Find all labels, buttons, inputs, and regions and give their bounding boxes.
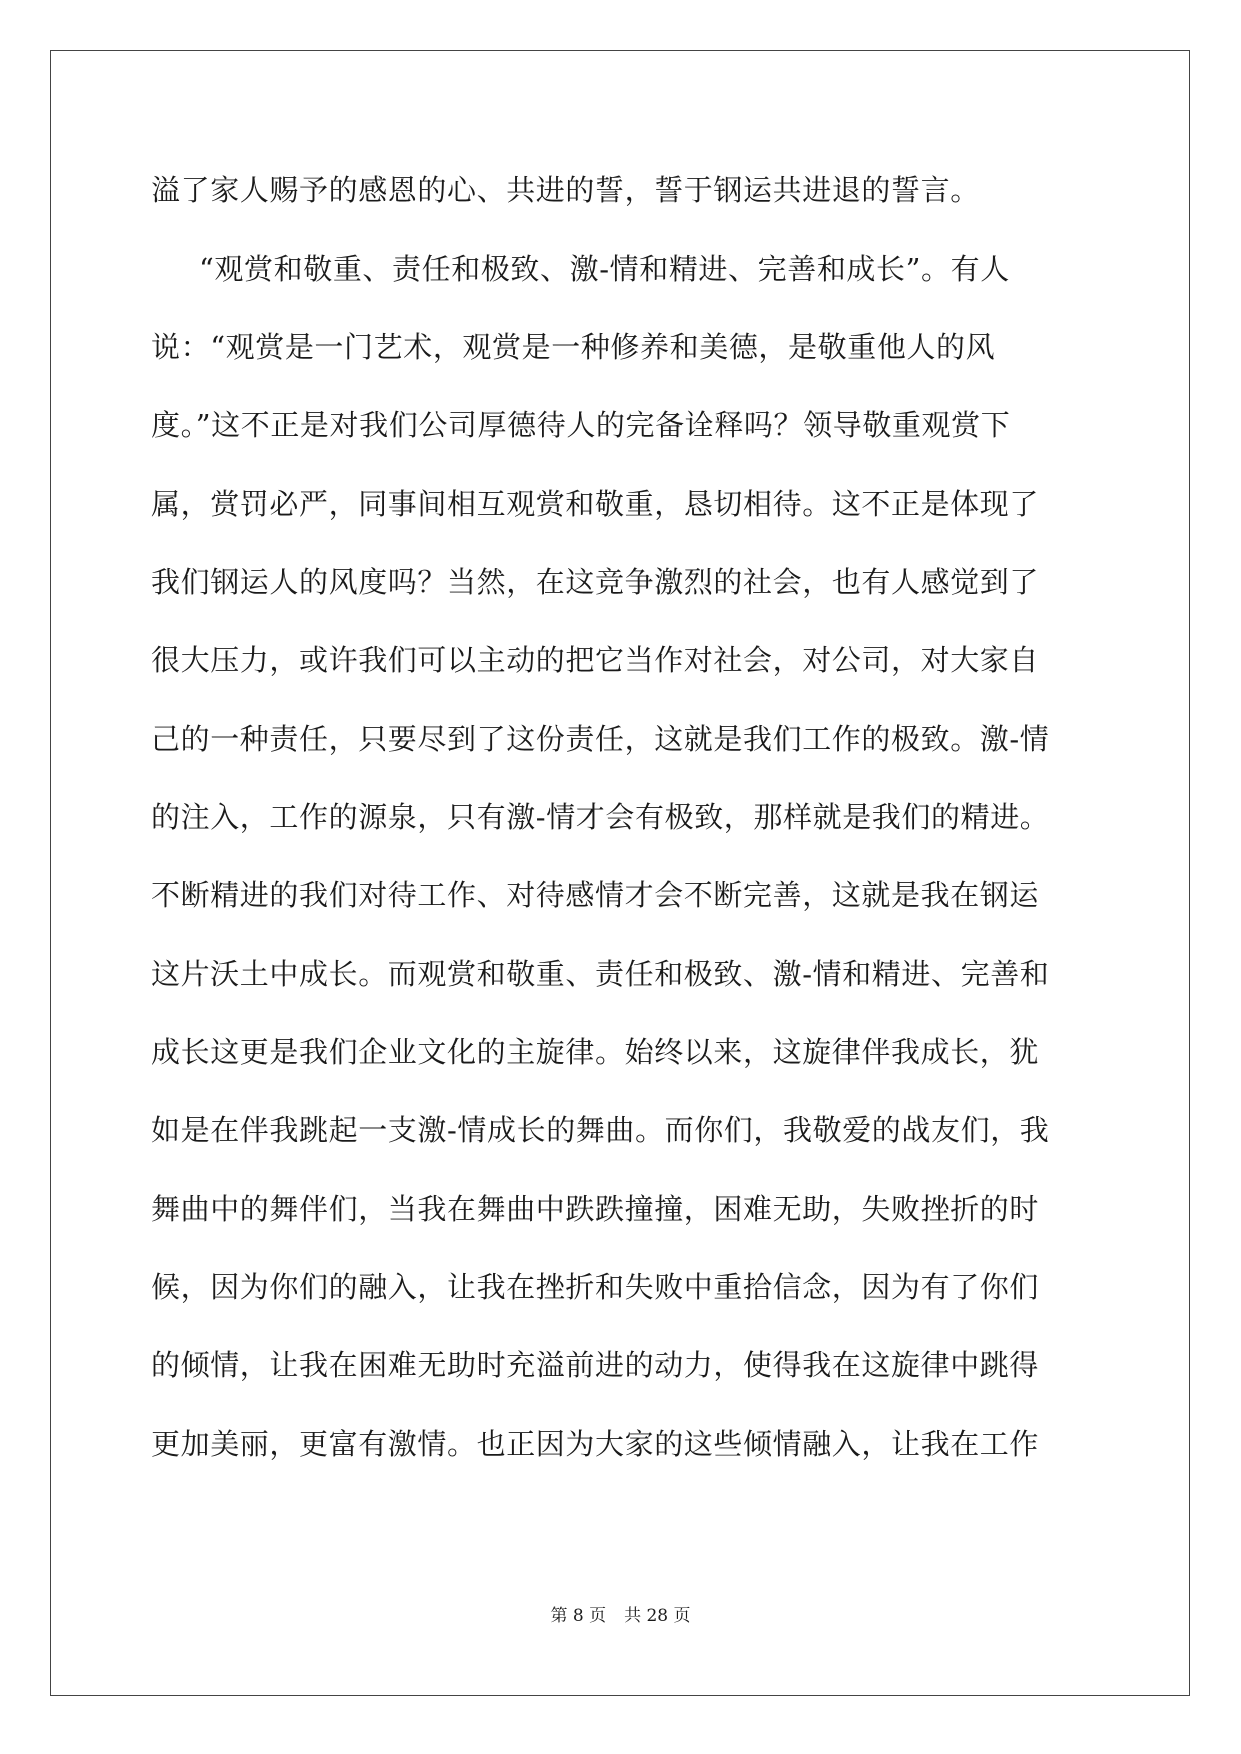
paragraph-line: 这片沃土中成长。而观赏和敬重、责任和极致、激-情和精进、完善和	[151, 957, 1050, 991]
paragraph-line: 更加美丽，更富有激情。也正因为大家的这些倾情融入，让我在工作	[151, 1427, 1040, 1461]
paragraph-line: 的倾情，让我在困难无助时充溢前进的动力，使得我在这旋律中跳得	[151, 1348, 1040, 1382]
paragraph-line: 度。”这不正是对我们公司厚德待人的完备诠释吗？领导敬重观赏下	[151, 408, 1011, 442]
page-total: 共 28 页	[624, 1606, 691, 1626]
paragraph-line: 候，因为你们的融入，让我在挫折和失败中重拾信念，因为有了你们	[151, 1270, 1040, 1304]
paragraph-line: “观赏和敬重、责任和极致、激-情和精进、完善和成长”。有人	[199, 252, 1010, 286]
paragraph-line: 说：“观赏是一门艺术，观赏是一种修养和美德，是敬重他人的风	[151, 330, 996, 364]
paragraph-line: 成长这更是我们企业文化的主旋律。始终以来，这旋律伴我成长，犹	[151, 1035, 1040, 1069]
page-footer	[0, 1604, 1241, 1628]
paragraph-line: 的注入，工作的源泉，只有激-情才会有极致，那样就是我们的精进。	[151, 800, 1050, 834]
paragraph-line: 如是在伴我跳起一支激-情成长的舞曲。而你们，我敬爱的战友们，我	[151, 1113, 1050, 1147]
paragraph-line: 我们钢运人的风度吗？当然，在这竞争激烈的社会，也有人感觉到了	[151, 565, 1040, 599]
paragraph-line: 很大压力，或许我们可以主动的把它当作对社会，对公司，对大家自	[151, 643, 1040, 677]
paragraph-line: 不断精进的我们对待工作、对待感情才会不断完善，这就是我在钢运	[151, 878, 1040, 912]
paragraph-line: 舞曲中的舞伴们，当我在舞曲中跌跌撞撞，困难无助，失败挫折的时	[151, 1192, 1040, 1226]
paragraph-line: 己的一种责任，只要尽到了这份责任，这就是我们工作的极致。激-情	[151, 722, 1050, 756]
paragraph-line: 属，赏罚必严，同事间相互观赏和敬重，恳切相待。这不正是体现了	[151, 487, 1040, 521]
paragraph-line: 溢了家人赐予的感恩的心、共进的誓，誓于钢运共进退的誓言。	[151, 173, 980, 207]
page-number: 第 8 页	[550, 1606, 607, 1626]
